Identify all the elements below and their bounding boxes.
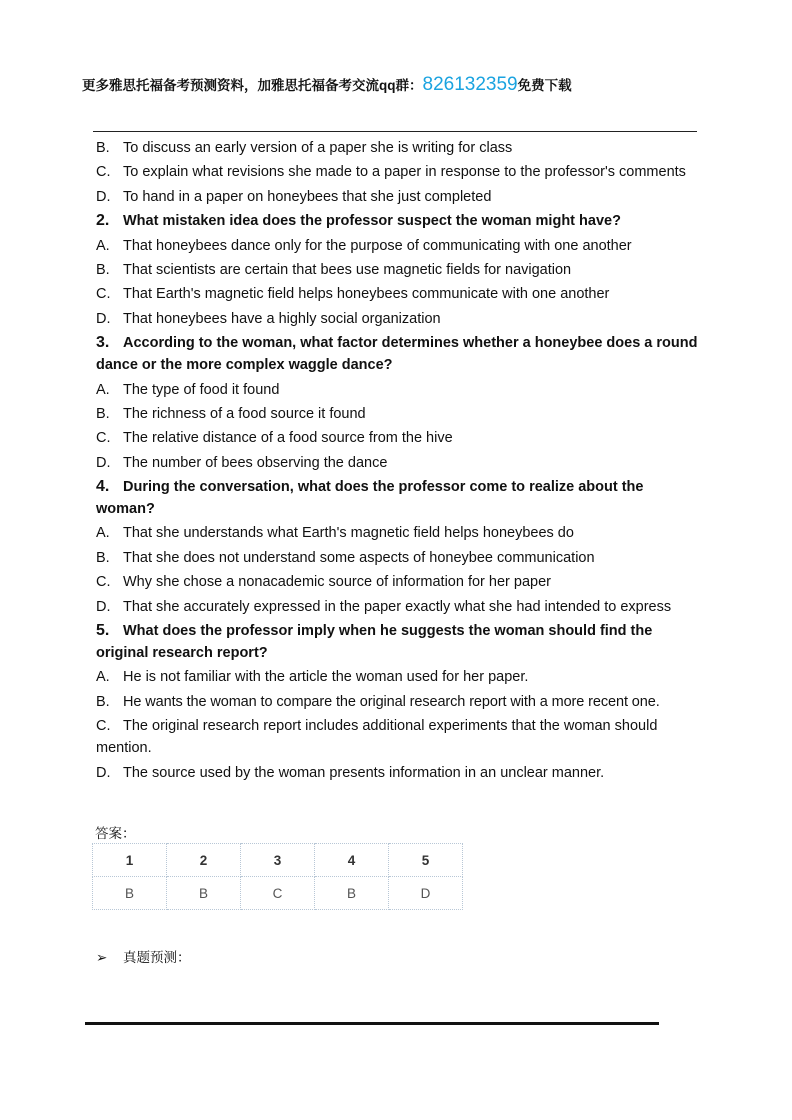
q3-option-d: D. The number of bees observing the dance bbox=[96, 454, 388, 471]
answer-table bbox=[92, 843, 463, 910]
q5-option-d: D. The source used by the woman presents information in an unclear manner. bbox=[96, 764, 605, 781]
bottom-divider bbox=[85, 1022, 659, 1025]
header-prefix: 更多雅思托福备考预测资料，加雅思托福备考交流qq群： bbox=[82, 78, 423, 93]
q2-option-c: C. That Earth's magnetic field helps honeybees communicate with one another bbox=[96, 286, 610, 303]
q4-option-d: D. That she accurately expressed in the paper exactly what she had intended to express bbox=[96, 598, 672, 615]
answer-letter-cell: B bbox=[93, 877, 167, 910]
page-header bbox=[82, 74, 702, 96]
answer-number-cell: 5 bbox=[389, 844, 463, 877]
answer-number-cell: 4 bbox=[315, 844, 389, 877]
question-list bbox=[96, 137, 701, 786]
answer-table-header-row bbox=[93, 844, 463, 877]
q5-option-a: A. He is not familiar with the article the woman used for her paper. bbox=[96, 669, 529, 686]
question-3: 3. According to the woman, what factor determines whether a honeybee does a round dance or the more complex waggle dance? bbox=[96, 334, 698, 374]
q2-option-d: D. That honeybees have a highly social organization bbox=[96, 310, 441, 327]
header-suffix: 免费下载 bbox=[517, 78, 572, 93]
q1-option-b: B. To discuss an early version of a paper she is writing for class bbox=[96, 140, 513, 156]
answer-letter-cell: C bbox=[241, 877, 315, 910]
q5-option-c: C. The original research report includes additional experiments that the woman should mention. bbox=[96, 718, 658, 757]
question-2: 2. What mistaken idea does the professor suspect the woman might have? bbox=[96, 212, 621, 230]
question-4: 4. During the conversation, what does the professor come to realize about the woman? bbox=[96, 478, 644, 518]
answer-label: 答案： bbox=[95, 826, 136, 841]
question-5: 5. What does the professor imply when he suggests the woman should find the original research report? bbox=[96, 622, 653, 662]
q3-option-b: B. The richness of a food source it found bbox=[96, 405, 366, 422]
q1-option-c: C. To explain what revisions she made to a paper in response to the professor's comments bbox=[96, 164, 686, 181]
top-divider bbox=[93, 131, 697, 132]
answer-table-row bbox=[93, 877, 463, 910]
q4-option-b: B. That she does not understand some aspects of honeybee communication bbox=[96, 549, 595, 566]
q3-option-c: C. The relative distance of a food source from the hive bbox=[96, 430, 453, 447]
q2-option-a: A. That honeybees dance only for the purpose of communicating with one another bbox=[96, 237, 632, 254]
answer-letter-cell: B bbox=[315, 877, 389, 910]
answer-number-cell: 2 bbox=[167, 844, 241, 877]
answer-number-cell: 1 bbox=[93, 844, 167, 877]
answer-letter-cell: D bbox=[389, 877, 463, 910]
qq-number: 826132359 bbox=[422, 74, 518, 95]
arrow-bullet-icon: ➢ bbox=[96, 950, 108, 965]
q2-option-b: B. That scientists are certain that bees use magnetic fields for navigation bbox=[96, 261, 572, 278]
predict-label: 真题预测： bbox=[123, 950, 191, 965]
q4-option-c: C. Why she chose a nonacademic source of information for her paper bbox=[96, 574, 551, 591]
answer-letter-cell: B bbox=[167, 877, 241, 910]
q3-option-a: A. The type of food it found bbox=[96, 381, 280, 398]
q1-option-d: D. To hand in a paper on honeybees that she just completed bbox=[96, 188, 492, 205]
predict-section-heading bbox=[96, 946, 191, 966]
answer-number-cell: 3 bbox=[241, 844, 315, 877]
q4-option-a: A. That she understands what Earth's magnetic field helps honeybees do bbox=[96, 525, 574, 542]
q5-option-b: B. He wants the woman to compare the original research report with a more recent one. bbox=[96, 693, 660, 710]
